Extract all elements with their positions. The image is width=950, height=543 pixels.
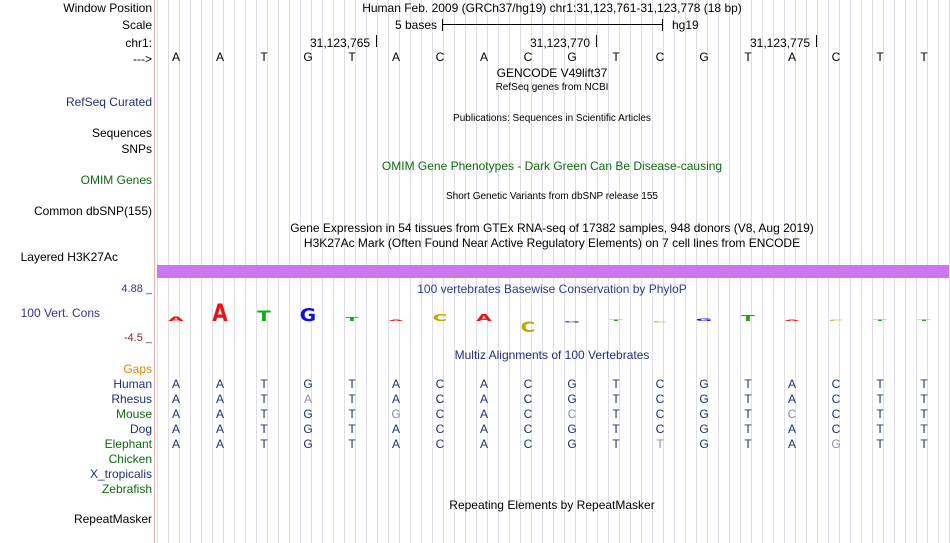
- alignment-base: A: [215, 407, 224, 421]
- alignment-base: A: [391, 437, 400, 451]
- label-chromosome: chr1:: [125, 36, 152, 50]
- reference-base: A: [171, 50, 180, 64]
- alignment-base: C: [655, 392, 665, 406]
- reference-base: T: [612, 50, 620, 64]
- alignment-base: A: [479, 377, 488, 391]
- label-gaps[interactable]: Gaps: [123, 362, 152, 376]
- alignment-base: A: [171, 377, 180, 391]
- phylop-letter: T: [873, 319, 887, 322]
- reference-base: T: [744, 50, 752, 64]
- reference-base: T: [920, 50, 928, 64]
- alignment-base: C: [523, 422, 533, 436]
- track-title-multiz[interactable]: Multiz Alignments of 100 Vertebrates: [454, 348, 650, 362]
- reference-base: G: [567, 50, 577, 64]
- alignment-base: T: [744, 422, 752, 436]
- species-label-human[interactable]: Human: [113, 377, 152, 391]
- alignment-base: C: [831, 392, 841, 406]
- phylop-letter: T: [257, 308, 271, 326]
- track-title-h3k27ac[interactable]: H3K27Ac Mark (Often Found Near Active Regulatory Elements) on 7 cell lines from ENCODE: [303, 236, 801, 250]
- species-label-mouse[interactable]: Mouse: [115, 407, 152, 421]
- alignment-base: A: [787, 392, 796, 406]
- reference-base: T: [348, 50, 356, 64]
- phylop-letter: A: [168, 315, 184, 323]
- alignment-base: A: [171, 407, 180, 421]
- alignment-base: G: [303, 422, 313, 436]
- label-sequences[interactable]: Sequences: [91, 126, 152, 140]
- label-snps[interactable]: SNPs: [121, 142, 152, 156]
- label-100-vert-cons[interactable]: 100 Vert. Cons: [20, 306, 100, 320]
- alignment-base: G: [699, 437, 709, 451]
- phylop-letter: T: [917, 319, 931, 322]
- window-position-text: Human Feb. 2009 (GRCh37/hg19) chr1:31,123,761-31,123,778 (18 bp): [362, 1, 742, 15]
- alignment-base: A: [215, 422, 224, 436]
- phylop-letter: T: [609, 319, 623, 322]
- alignment-base: T: [920, 422, 928, 436]
- alignment-base: G: [699, 407, 709, 421]
- track-title-gencode[interactable]: GENCODE V49lift37: [496, 66, 608, 80]
- alignment-base: T: [920, 392, 928, 406]
- label-cons-min: -4.5 _: [123, 332, 152, 344]
- track-title-phylop[interactable]: 100 vertebrates Basewise Conservation by PhyloP: [417, 282, 687, 296]
- alignment-base: T: [612, 377, 620, 391]
- label-omim-genes[interactable]: OMIM Genes: [80, 173, 152, 187]
- track-title-gtex[interactable]: Gene Expression in 54 tissues from GTEx RNA-seq of 17382 samples, 948 donors (V8, Aug 2019): [290, 221, 814, 235]
- alignment-base: G: [699, 422, 709, 436]
- alignment-base: T: [260, 422, 268, 436]
- alignment-base: T: [348, 407, 356, 421]
- coordinate-label-3: 31,123,775: [750, 36, 811, 50]
- label-refseq-curated[interactable]: RefSeq Curated: [65, 95, 152, 109]
- species-label-elephant[interactable]: Elephant: [104, 437, 152, 451]
- alignment-base: C: [655, 422, 665, 436]
- track-title-publications[interactable]: Publications: Sequences in Scientific Articles: [453, 113, 651, 124]
- alignment-base: T: [612, 407, 620, 421]
- phylop-letter: A: [784, 319, 800, 322]
- alignment-base: T: [348, 422, 356, 436]
- alignment-base: C: [435, 407, 445, 421]
- alignment-base: C: [831, 422, 841, 436]
- alignment-base: A: [171, 422, 180, 436]
- alignment-base: A: [171, 437, 180, 451]
- assembly-label: hg19: [672, 18, 699, 32]
- reference-base: C: [435, 50, 445, 64]
- phylop-letter: C: [432, 311, 448, 324]
- alignment-base: C: [523, 437, 533, 451]
- alignment-base: C: [435, 392, 445, 406]
- reference-base: C: [655, 50, 665, 64]
- alignment-base: C: [523, 392, 533, 406]
- alignment-base: T: [876, 422, 884, 436]
- alignment-base: A: [215, 392, 224, 406]
- phylop-letter: C: [520, 319, 536, 336]
- alignment-base: G: [303, 437, 313, 451]
- alignment-base: T: [744, 392, 752, 406]
- phylop-letter: C: [652, 320, 668, 324]
- alignment-base: A: [479, 437, 488, 451]
- alignment-base: T: [920, 377, 928, 391]
- alignment-base: C: [831, 377, 841, 391]
- alignment-base: C: [655, 407, 665, 421]
- alignment-base: C: [435, 437, 445, 451]
- alignment-base: T: [348, 377, 356, 391]
- label-repeatmasker[interactable]: RepeatMasker: [73, 512, 152, 526]
- alignment-base: T: [260, 407, 268, 421]
- alignment-base: A: [479, 392, 488, 406]
- alignment-base: G: [303, 407, 313, 421]
- alignment-base: C: [787, 407, 797, 421]
- label-window-position: Window Position: [63, 1, 152, 15]
- alignment-base: G: [303, 377, 313, 391]
- alignment-base: C: [435, 422, 445, 436]
- alignment-base: A: [391, 422, 400, 436]
- alignment-base: T: [612, 437, 620, 451]
- label-scale: Scale: [121, 18, 152, 32]
- reference-base: T: [260, 50, 268, 64]
- alignment-base: G: [699, 392, 709, 406]
- coordinate-label-2: 31,123,770: [530, 36, 591, 50]
- phylop-letter: A: [388, 319, 404, 322]
- reference-base: C: [831, 50, 841, 64]
- alignment-base: A: [171, 392, 180, 406]
- phylop-letter: A: [476, 311, 492, 324]
- alignment-base: T: [348, 437, 356, 451]
- alignment-base: A: [787, 437, 796, 451]
- alignment-base: A: [479, 422, 488, 436]
- alignment-base: C: [435, 377, 445, 391]
- species-label-chicken[interactable]: Chicken: [108, 452, 152, 466]
- alignment-base: T: [744, 407, 752, 421]
- phylop-letter: T: [741, 313, 755, 324]
- species-label-zebrafish[interactable]: Zebrafish: [101, 482, 152, 496]
- alignment-base: T: [876, 437, 884, 451]
- alignment-base: T: [744, 437, 752, 451]
- alignment-base: T: [876, 392, 884, 406]
- alignment-base: T: [876, 407, 884, 421]
- label-common-dbsnp[interactable]: Common dbSNP(155): [33, 204, 152, 218]
- alignment-base: G: [391, 407, 401, 421]
- alignment-base: T: [920, 407, 928, 421]
- species-label-dog[interactable]: Dog: [129, 422, 152, 436]
- alignment-base: A: [391, 392, 400, 406]
- alignment-base: C: [523, 377, 533, 391]
- reference-base: A: [215, 50, 224, 64]
- phylop-letter: A: [212, 299, 228, 328]
- label-layered-h3k27ac[interactable]: Layered H3K27Ac: [20, 250, 118, 264]
- alignment-base: T: [876, 377, 884, 391]
- track-title-dbsnp[interactable]: Short Genetic Variants from dbSNP release 155: [446, 191, 658, 202]
- alignment-base: A: [787, 422, 796, 436]
- alignment-base: C: [567, 407, 577, 421]
- track-title-refseq[interactable]: RefSeq genes from NCBI: [495, 82, 609, 93]
- alignment-base: A: [303, 392, 312, 406]
- track-title-omim[interactable]: OMIM Gene Phenotypes - Dark Green Can Be Disease-causing: [381, 159, 723, 173]
- track-title-repeatmasker[interactable]: Repeating Elements by RepeatMasker: [449, 498, 655, 512]
- reference-base: T: [876, 50, 884, 64]
- alignment-base: G: [567, 437, 577, 451]
- alignment-base: A: [215, 377, 224, 391]
- alignment-base: T: [348, 392, 356, 406]
- alignment-base: T: [920, 437, 928, 451]
- alignment-base: A: [391, 377, 400, 391]
- phylop-letter: G: [695, 318, 713, 322]
- label-cons-max: 4.88 _: [121, 283, 152, 295]
- scale-bar-label: 5 bases: [394, 18, 438, 32]
- alignment-base: T: [656, 437, 664, 451]
- alignment-base: C: [831, 407, 841, 421]
- alignment-base: A: [787, 377, 796, 391]
- reference-base: A: [391, 50, 400, 64]
- alignment-base: G: [567, 392, 577, 406]
- alignment-base: T: [612, 392, 620, 406]
- alignment-base: G: [831, 437, 841, 451]
- alignment-base: T: [260, 392, 268, 406]
- alignment-base: C: [523, 407, 533, 421]
- reference-base: A: [479, 50, 488, 64]
- reference-base: G: [699, 50, 709, 64]
- alignment-base: T: [260, 377, 268, 391]
- alignment-base: T: [260, 437, 268, 451]
- alignment-base: T: [612, 422, 620, 436]
- alignment-base: G: [567, 377, 577, 391]
- phylop-letter: G: [563, 320, 581, 324]
- alignment-base: A: [479, 407, 488, 421]
- species-label-x_tropicalis[interactable]: X_tropicalis: [89, 467, 152, 481]
- phylop-letter: G: [299, 306, 317, 326]
- phylop-letter: C: [828, 319, 844, 322]
- reference-base: C: [523, 50, 533, 64]
- reference-base: G: [303, 50, 313, 64]
- phylop-letter: T: [345, 317, 359, 323]
- alignment-base: T: [744, 377, 752, 391]
- coordinate-label-1: 31,123,765: [310, 36, 371, 50]
- alignment-base: G: [699, 377, 709, 391]
- alignment-base: G: [567, 422, 577, 436]
- species-label-rhesus[interactable]: Rhesus: [111, 392, 152, 406]
- alignment-base: C: [655, 377, 665, 391]
- alignment-base: A: [215, 437, 224, 451]
- reference-base: A: [787, 50, 796, 64]
- label-strand[interactable]: --->: [133, 52, 152, 66]
